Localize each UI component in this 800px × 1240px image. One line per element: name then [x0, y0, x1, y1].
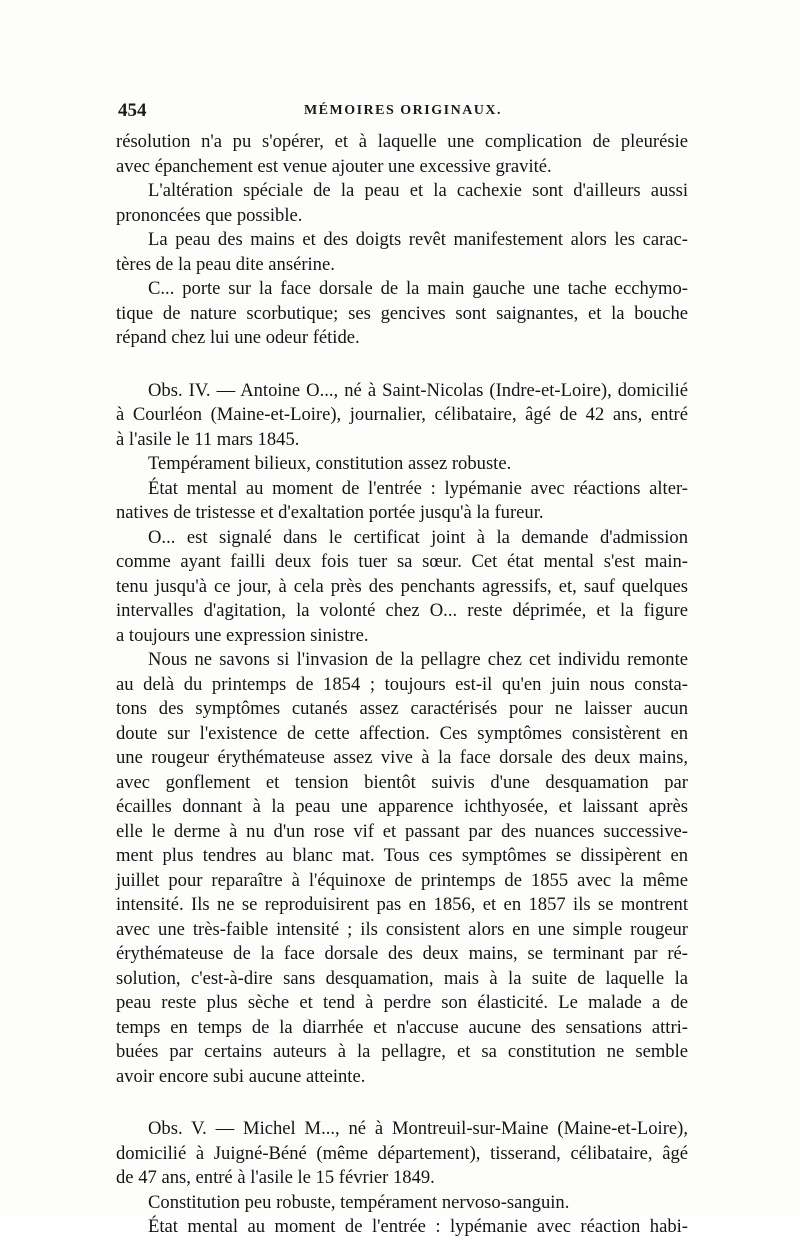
- text-line: ment plus tendres au blanc mat. Tous ces symptômes se dissipèrent en: [116, 845, 688, 866]
- text-line: État mental au moment de l'entrée : lypémanie avec réaction habi-: [148, 1216, 688, 1237]
- text-line: C... porte sur la face dorsale de la main gauche une tache ecchymo-: [148, 278, 688, 299]
- text-line: Nous ne savons si l'invasion de la pellagre chez cet individu remonte: [148, 649, 688, 670]
- text-line: doute sur l'existence de cette affection. Ces symptômes consistèrent en: [116, 722, 688, 744]
- text-line: Constitution peu robuste, tempérament nervoso-sanguin.: [148, 1191, 570, 1213]
- page-header: [118, 100, 688, 128]
- text-line: érythémateuse de la face dorsale des deux mains, se terminant par ré-: [116, 943, 688, 964]
- text-line: résolution n'a pu s'opérer, et à laquelle une complication de pleurésie: [116, 131, 688, 152]
- text-line: avec épanchement est venue ajouter une excessive gravité.: [116, 155, 552, 177]
- text-line: répand chez lui une odeur fétide.: [116, 327, 360, 348]
- text-line: La peau des mains et des doigts revêt manifestement alors les carac-: [148, 229, 688, 250]
- text-line: juillet pour reparaître à l'équinoxe de printemps de 1855 avec la même: [116, 869, 688, 891]
- text-line: comme ayant failli deux fois tuer sa sœur. Cet état mental s'est main-: [116, 551, 688, 572]
- text-line: intervalles d'agitation, la volonté chez O... reste déprimée, et la figure: [116, 600, 688, 621]
- text-line: tenu jusqu'à ce jour, à cela près des penchants agressifs, et, sauf quelques: [116, 575, 688, 597]
- text-line: État mental au moment de l'entrée : lypémanie avec réactions alter-: [148, 477, 688, 499]
- text-line: au delà du printemps de 1854 ; toujours est-il qu'en juin nous consta-: [116, 673, 688, 695]
- text-line: à l'asile le 11 mars 1845.: [116, 428, 300, 450]
- text-line: avec gonflement et tension bientôt suivis d'une desquamation par: [116, 771, 688, 793]
- text-line: à Courléon (Maine-et-Loire), journalier, célibataire, âgé de 42 ans, entré: [116, 404, 688, 425]
- text-line: tons des symptômes cutanés assez caractérisés pour ne laisser aucun: [116, 698, 688, 719]
- text-line: solution, c'est-à-dire sans desquamation, mais à la suite de laquelle la: [116, 967, 688, 989]
- running-title: MÉMOIRES ORIGINAUX.: [303, 103, 503, 118]
- text-line: avoir encore subi aucune atteinte.: [116, 1065, 366, 1087]
- text-line: écailles donnant à la peau une apparence ichthyosée, et laissant après: [116, 796, 688, 817]
- text-line: tères de la peau dite ansérine.: [116, 253, 335, 275]
- text-line: domicilié à Juigné-Béné (même département), tisserand, célibataire, âgé: [116, 1142, 688, 1164]
- paragraph-gap: [116, 351, 688, 379]
- text-line: de 47 ans, entré à l'asile le 15 février 1849.: [116, 1167, 435, 1188]
- text-line: Obs. V. — Michel M..., né à Montreuil-sur-Maine (Maine-et-Loire),: [148, 1118, 688, 1139]
- text-line: prononcées que possible.: [116, 204, 303, 226]
- text-line: avec une très-faible intensité ; ils consistent alors en une simple rougeur: [116, 918, 688, 940]
- text-line: a toujours une expression sinistre.: [116, 624, 369, 646]
- body-text: [116, 130, 688, 1240]
- text-line: Obs. IV. — Antoine O..., né à Saint-Nicolas (Indre-et-Loire), domicilié: [148, 379, 688, 401]
- text-line: L'altération spéciale de la peau et la cachexie sont d'ailleurs aussi: [148, 180, 688, 201]
- text-line: tique de nature scorbutique; ses gencives sont saignantes, et la bouche: [116, 302, 688, 324]
- text-line: une rougeur érythémateuse assez vive à la face dorsale des deux mains,: [116, 747, 688, 768]
- paragraph-gap: [116, 1089, 688, 1117]
- text-line: natives de tristesse et d'exaltation portée jusqu'à la fureur.: [116, 502, 544, 523]
- text-line: O... est signalé dans le certificat joint à la demande d'admission: [148, 526, 688, 548]
- text-line: intensité. Ils ne se reproduisirent pas en 1856, et en 1857 ils se montrent: [116, 894, 688, 915]
- text-line: peau reste plus sèche et tend à perdre son élasticité. Le malade a de: [116, 992, 688, 1013]
- text-line: temps en temps de la diarrhée et n'accuse aucune des sensations attri-: [116, 1016, 688, 1038]
- page-number: 454: [118, 100, 147, 121]
- text-line: buées par certains auteurs à la pellagre, et sa constitution ne semble: [116, 1041, 688, 1062]
- text-line: Tempérament bilieux, constitution assez robuste.: [148, 453, 512, 474]
- text-line: elle le derme à nu d'un rose vif et passant par des nuances successive-: [116, 820, 688, 842]
